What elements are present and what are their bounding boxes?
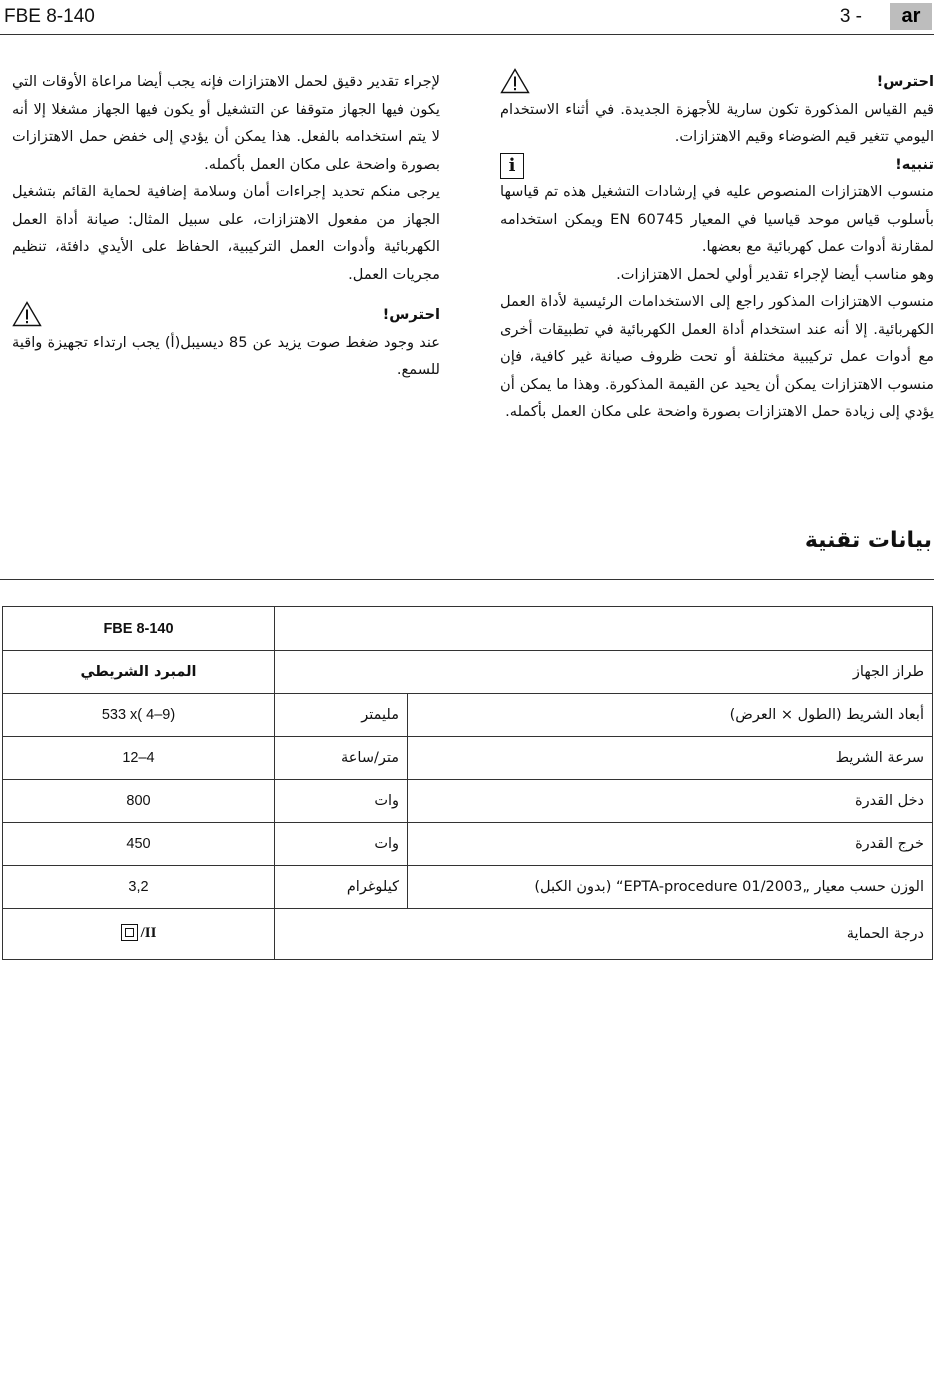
table-row (3, 651, 933, 694)
info-heading (500, 151, 934, 179)
spec-unit: كيلوغرام (275, 866, 408, 909)
warning-text: قيم القياس المذكورة تكون سارية للأجهزة الجديدة. في أثناء الاستخدام اليومي تتغير قيم الضوضاء وقيم الاهتزازات. (500, 100, 934, 145)
info-icon: i (500, 153, 524, 179)
protection-label: درجة الحماية (275, 909, 933, 960)
type-value: المبرد الشريطي (3, 651, 275, 694)
protection-class: /II (140, 924, 157, 941)
page-header (0, 0, 934, 35)
spec-value: 3,2 (3, 866, 275, 909)
warning-title: احترس! (876, 73, 934, 90)
info-paragraph: منسوب الاهتزازات المنصوص عليه في إرشادات التشغيل هذه تم قياسها بأسلوب قياس موحد قياسيا في المعيار EN 60745 ويمكن استخدامه لمقارنة أدوات عمل كهربائية مع بعضها. (500, 183, 934, 255)
spec-value: 800 (3, 780, 275, 823)
table-row (3, 866, 933, 909)
spec-label: خرج القدرة (408, 823, 933, 866)
spec-unit: متر/ساعة (275, 737, 408, 780)
table-row (3, 909, 933, 960)
spec-unit: مليمتر (275, 694, 408, 737)
warning-triangle-icon (12, 301, 42, 327)
info-paragraph: منسوب الاهتزازات المذكور راجع إلى الاستخدامات الرئيسية لأداة العمل الكهربائية. إلا أنه عند استخدام أداة العمل الكهربائية في تطبيقات أخرى مع أدوات عمل تركيبية مختلفة أو تحت ظروف صيانة غير كافية، فإن منسوب الاهتزازات يمكن أن يحيد عن القيمة المذكورة. وهذا ما يمكن أن يؤدي إلى زيادة حمل الاهتزازات بصورة واضحة على مكان العمل بأكمله. (500, 293, 934, 420)
spec-unit: وات (275, 780, 408, 823)
page-number: 3 - (839, 6, 862, 27)
protection-value (3, 909, 275, 960)
model-cell: FBE 8-140 (3, 607, 275, 651)
table-row (3, 823, 933, 866)
warning-heading (12, 301, 440, 329)
table-row (3, 607, 933, 651)
info-title: تنبيه! (895, 155, 934, 173)
info-paragraph: وهو مناسب أيضا لإجراء تقدير أولي لحمل الاهتزازات. (616, 265, 934, 283)
body-paragraph: يرجى منكم تحديد إجراءات أمان وسلامة إضافية لحماية القائم بتشغيل الجهاز من مفعول الاهتزازات، على سبيل المثال: صيانة أداة العمل الكهربائية وأدوات العمل التركيبية، الحفاظ على الأيدي دافئة، تنظيم مجريات العمل. (12, 183, 440, 283)
double-insulation-icon (121, 924, 138, 941)
table-row (3, 737, 933, 780)
table-row (3, 694, 933, 737)
body-paragraph: لإجراء تقدير دقيق لحمل الاهتزازات فإنه يجب أيضا مراعاة الأوقات التي يكون فيها الجهاز متوقفا عن التشغيل أو يكون فيها الجهاز مشغلا إلا أنه لا يتم استخدامه بالفعل. هذا يمكن أن يؤدي إلى خفض حمل الاهتزازات بصورة واضحة على مكان العمل بأكمله. (12, 73, 440, 173)
spec-value: 12–4 (3, 737, 275, 780)
warning-title: احترس! (382, 306, 440, 323)
warning-text: عند وجود ضغط صوت يزيد عن 85 ديسيبل(أ) يجب ارتداء تجهيزة واقية للسمع. (12, 333, 440, 378)
right-column (500, 68, 934, 426)
spec-value: 450 (3, 823, 275, 866)
spec-label: الوزن حسب معيار „EPTA-procedure 01/2003“ (بدون الكبل) (408, 866, 933, 909)
spec-value: 533 x( 4–9) (3, 694, 275, 737)
left-column (12, 68, 440, 384)
header-model: FBE 8-140 (4, 6, 95, 27)
type-label: طراز الجهاز (275, 651, 933, 694)
spec-label: دخل القدرة (408, 780, 933, 823)
section-title: بيانات تقنية (804, 528, 932, 553)
table-row (3, 780, 933, 823)
spec-table (2, 606, 933, 960)
warning-heading (500, 68, 934, 96)
language-badge: ar (890, 3, 932, 30)
spec-unit: وات (275, 823, 408, 866)
warning-triangle-icon (500, 68, 530, 94)
spec-label: سرعة الشريط (408, 737, 933, 780)
empty-cell (275, 607, 933, 651)
section-divider (0, 579, 934, 580)
spec-label: أبعاد الشريط (الطول × العرض) (408, 694, 933, 737)
